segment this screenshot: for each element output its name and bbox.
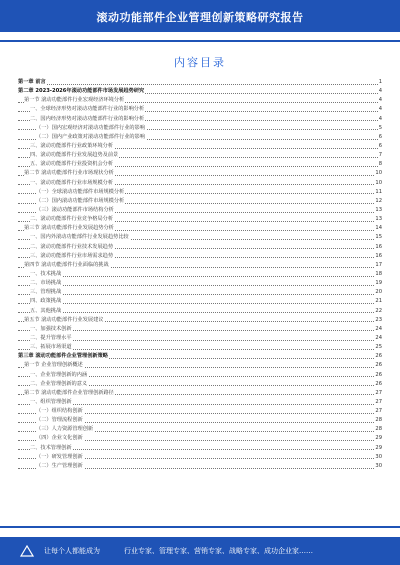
toc-entry-page: 23 — [374, 316, 382, 325]
toc-entry-page: 30 — [374, 462, 382, 471]
toc-entry[interactable] — [18, 343, 382, 352]
toc-entry[interactable] — [18, 425, 382, 434]
toc-entry-page: 29 — [374, 444, 382, 453]
toc-entry-page: 12 — [374, 197, 382, 206]
toc-entry-page: 6 — [378, 133, 382, 142]
toc-entry-label: （一）国内宏观经济对滚动功能部件行业的影响 — [36, 124, 146, 133]
toc-entry[interactable] — [18, 444, 382, 453]
toc-entry[interactable] — [18, 179, 382, 188]
toc-leader-dots — [18, 276, 382, 277]
toc-entry-label: 第二章 2023-2026年滚动功能部件市场发展趋势研究 — [18, 87, 145, 96]
toc-entry-page: 26 — [374, 371, 382, 380]
toc-entry-page: 4 — [378, 115, 382, 124]
toc-entry-label: 一、技术挑战 — [30, 270, 62, 279]
toc-entry-label: （一）全球滚动功能部件市场规模分析 — [36, 188, 125, 197]
toc-entry-page: 14 — [374, 224, 382, 233]
toc-entry[interactable] — [18, 261, 382, 270]
toc-entry-page: 24 — [374, 334, 382, 343]
toc-leader-dots — [18, 449, 382, 450]
toc-entry[interactable] — [18, 224, 382, 233]
toc-entry-page: 11 — [374, 188, 382, 197]
toc-entry-label: 第二节 滚动功能部件行业市场现状分析 — [24, 169, 115, 178]
toc-entry-label: （一）研发管理创新 — [36, 453, 84, 462]
toc-entry[interactable] — [18, 243, 382, 252]
toc-entry-label: 第一节 企业管理创新概述 — [24, 361, 84, 370]
toc-entry-label: 一、企业管理创新的内涵 — [30, 371, 88, 380]
toc-entry[interactable] — [18, 124, 382, 133]
footer — [0, 537, 400, 565]
toc-entry[interactable] — [18, 96, 382, 105]
footer-slogan-right: 行业专家、管理专家、营销专家、战略专家、成功企业家…… — [124, 547, 313, 555]
toc-entry-label: 三、拓展市场渠道 — [30, 343, 73, 352]
toc-entry[interactable] — [18, 389, 382, 398]
toc-entry-page: 4 — [378, 105, 382, 114]
toc-entry[interactable] — [18, 78, 382, 87]
toc-entry-page: 26 — [374, 352, 382, 361]
toc-entry[interactable] — [18, 215, 382, 224]
toc-leader-dots — [18, 84, 382, 85]
toc-entry-page: 4 — [378, 96, 382, 105]
toc-entry-page: 25 — [374, 343, 382, 352]
toc-entry-label: 四、政策挑战 — [30, 297, 62, 306]
toc-entry-label: 二、滚动功能部件行业竞争格局分析 — [30, 215, 114, 224]
toc-entry-label: 一、国内外滚动功能部件行业发展趋势比较 — [30, 233, 130, 242]
toc-entry-page: 27 — [374, 389, 382, 398]
toc-entry[interactable] — [18, 233, 382, 242]
toc-entry-page: 28 — [374, 425, 382, 434]
toc-entry-label: 第三章 滚动功能部件企业管理创新策略 — [18, 352, 109, 361]
toc-entry-page: 27 — [374, 398, 382, 407]
toc-entry[interactable] — [18, 325, 382, 334]
toc-entry[interactable] — [18, 407, 382, 416]
toc-title: 内容目录 — [174, 56, 226, 69]
report-title: 滚动功能部件企业管理创新策略研究报告 — [96, 11, 304, 24]
toc-entry-label: 二、滚动功能部件行业技术发展趋势 — [30, 243, 114, 252]
toc-entry-label: （二）国内产业政策对滚动功能部件行业的影响 — [36, 133, 146, 142]
toc-leader-dots — [18, 285, 382, 286]
toc-entry-page: 7 — [378, 151, 382, 160]
toc-leader-dots — [18, 349, 382, 350]
toc-entry[interactable] — [18, 188, 382, 197]
toc-entry-page: 17 — [374, 261, 382, 270]
toc-entry-label: （三）滚动功能部件市场结构分析 — [36, 206, 115, 215]
table-of-contents — [18, 78, 382, 471]
toc-entry-label: 二、市场挑战 — [30, 279, 62, 288]
toc-entry[interactable] — [18, 434, 382, 443]
toc-entry-page: 8 — [378, 160, 382, 169]
toc-entry[interactable] — [18, 87, 382, 96]
toc-entry-label: （二）国内滚动功能部件市场规模分析 — [36, 197, 125, 206]
toc-entry-label: 二、提升管理水平 — [30, 334, 73, 343]
toc-entry[interactable] — [18, 398, 382, 407]
report-header — [0, 0, 400, 32]
toc-leader-dots — [18, 340, 382, 341]
toc-entry[interactable] — [18, 380, 382, 389]
toc-entry-page: 16 — [374, 252, 382, 261]
toc-entry[interactable] — [18, 105, 382, 114]
toc-entry-label: （三）人力资源管理创新 — [36, 425, 94, 434]
toc-entry-label: （二）管理流程创新 — [36, 416, 84, 425]
toc-entry-page: 30 — [374, 453, 382, 462]
toc-entry-page: 13 — [374, 215, 382, 224]
toc-entry[interactable] — [18, 453, 382, 462]
toc-entry-page: 29 — [374, 434, 382, 443]
toc-entry[interactable] — [18, 133, 382, 142]
toc-entry-page: 10 — [374, 169, 382, 178]
toc-entry-page: 19 — [374, 279, 382, 288]
logo-icon — [20, 545, 34, 557]
toc-entry[interactable] — [18, 316, 382, 325]
toc-entry-label: 二、国内经济形势对滚动功能部件行业的影响分析 — [30, 115, 145, 124]
toc-entry-label: 五、其他挑战 — [30, 307, 62, 316]
toc-entry-label: 第五节 滚动功能部件行业发展建议 — [24, 316, 104, 325]
toc-entry-label: 第一章 前言 — [18, 78, 47, 87]
toc-entry-label: 二、企业管理创新的意义 — [30, 380, 88, 389]
toc-entry-label: 四、滚动功能部件行业发展趋势及前景 — [30, 151, 119, 160]
toc-entry-label: 第二节 滚动功能部件企业管理创新路径 — [24, 389, 115, 398]
toc-entry-label: 第一节 滚动功能部件行业宏观经济环境分析 — [24, 96, 125, 105]
toc-leader-dots — [18, 294, 382, 295]
bottom-divider — [0, 526, 400, 528]
toc-entry[interactable] — [18, 462, 382, 471]
toc-entry[interactable] — [18, 352, 382, 361]
toc-entry[interactable] — [18, 307, 382, 316]
toc-entry[interactable] — [18, 142, 382, 151]
toc-entry[interactable] — [18, 169, 382, 178]
toc-entry-page: 1 — [378, 78, 382, 87]
toc-entry-page: 18 — [374, 270, 382, 279]
toc-entry[interactable] — [18, 270, 382, 279]
toc-leader-dots — [18, 312, 382, 313]
toc-entry-page: 4 — [378, 87, 382, 96]
toc-entry-page: 26 — [374, 361, 382, 370]
footer-slogan-left: 让每个人都能成为 — [44, 547, 100, 555]
toc-entry-page: 16 — [374, 243, 382, 252]
toc-entry-page: 21 — [374, 297, 382, 306]
toc-entry[interactable] — [18, 197, 382, 206]
top-divider — [0, 40, 400, 42]
toc-entry[interactable] — [18, 115, 382, 124]
toc-entry-page: 15 — [374, 233, 382, 242]
toc-entry-label: 二、技术管理创新 — [30, 444, 73, 453]
toc-entry-label: 一、全球经济形势对滚动功能部件行业的影响分析 — [30, 105, 145, 114]
toc-entry-label: 一、滚动功能部件行业市场规模分析 — [30, 179, 114, 188]
toc-entry[interactable] — [18, 361, 382, 370]
toc-entry-page: 24 — [374, 325, 382, 334]
toc-entry-label: 第四节 滚动功能部件行业面临的挑战 — [24, 261, 110, 270]
toc-entry-label: 三、滚动功能部件行业市场需求趋势 — [30, 252, 114, 261]
toc-entry-label: 一、加强技术创新 — [30, 325, 73, 334]
toc-entry-label: （一）组织结构创新 — [36, 407, 84, 416]
toc-entry[interactable] — [18, 151, 382, 160]
toc-entry-page: 10 — [374, 179, 382, 188]
toc-entry[interactable] — [18, 160, 382, 169]
toc-leader-dots — [18, 404, 382, 405]
toc-leader-dots — [18, 330, 382, 331]
toc-entry[interactable] — [18, 288, 382, 297]
toc-entry-page: 5 — [378, 124, 382, 133]
toc-entry-label: （二）生产管理创新 — [36, 462, 84, 471]
toc-entry[interactable] — [18, 297, 382, 306]
toc-entry-page: 27 — [374, 407, 382, 416]
toc-entry-label: 第三节 滚动功能部件行业发展趋势分析 — [24, 224, 115, 233]
toc-entry[interactable] — [18, 206, 382, 215]
toc-entry-label: （四）企业文化创新 — [36, 434, 84, 443]
toc-entry-label: 三、管理挑战 — [30, 288, 62, 297]
toc-entry-page: 22 — [374, 307, 382, 316]
toc-entry-page: 26 — [374, 380, 382, 389]
toc-entry[interactable] — [18, 334, 382, 343]
toc-entry[interactable] — [18, 279, 382, 288]
toc-entry-page: 28 — [374, 416, 382, 425]
toc-entry-page: 20 — [374, 288, 382, 297]
toc-entry[interactable] — [18, 252, 382, 261]
toc-entry[interactable] — [18, 416, 382, 425]
toc-entry-page: 6 — [378, 142, 382, 151]
toc-entry-label: 三、滚动功能部件行业政策环境分析 — [30, 142, 114, 151]
toc-leader-dots — [18, 303, 382, 304]
toc-entry[interactable] — [18, 371, 382, 380]
toc-entry-page: 13 — [374, 206, 382, 215]
toc-entry-label: 五、滚动功能部件行业投资机会分析 — [30, 160, 114, 169]
toc-entry-label: 一、组织管理创新 — [30, 398, 73, 407]
